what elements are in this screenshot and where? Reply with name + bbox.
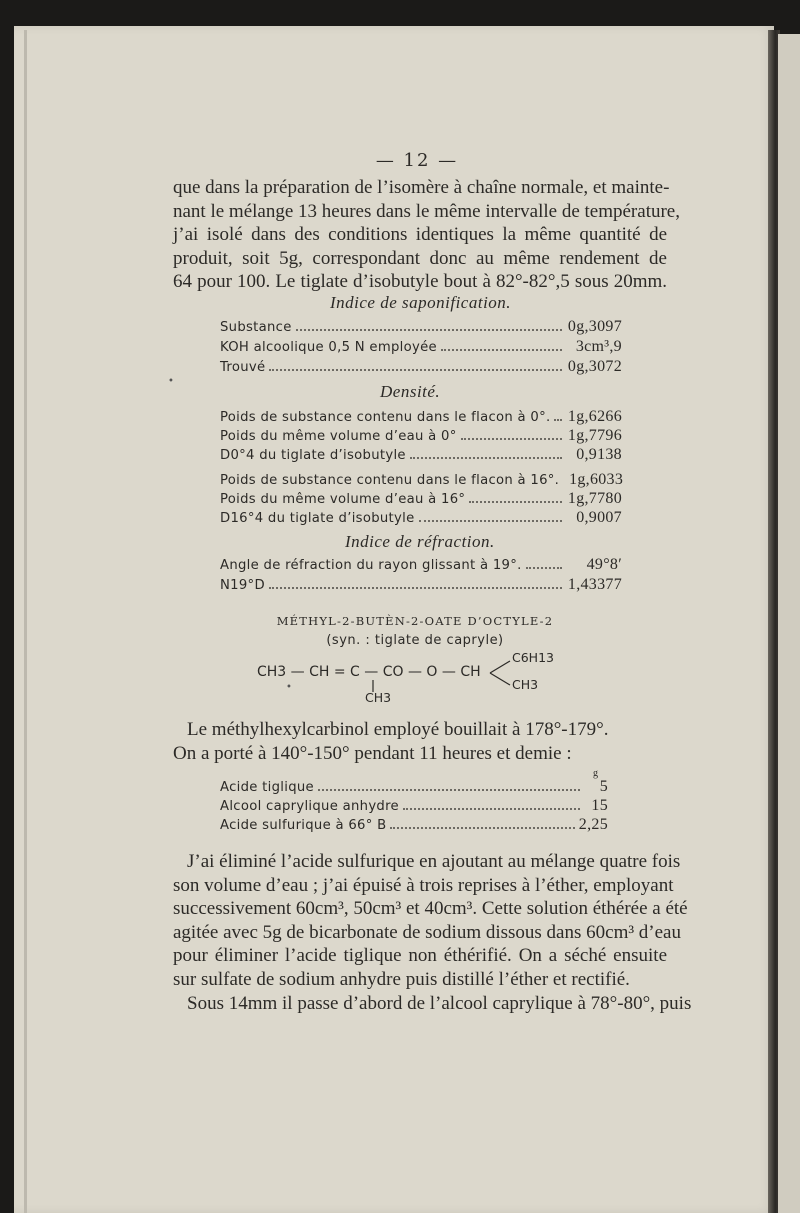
conclusion-line: son volume d’eau ; j’ai épuisé à trois reprises à l’éther, employant	[173, 874, 674, 896]
row-label: Poids de substance contenu dans le flacon à 0°.	[220, 410, 551, 425]
data-row	[220, 358, 622, 376]
formula-branch-top: C6H13	[512, 650, 554, 665]
prep-line: Le méthylhexylcarbinol employé bouillait à 178°-179°.	[187, 719, 609, 740]
page-number: — 12 —	[375, 150, 459, 171]
row-value: 3cm³,9	[575, 338, 622, 355]
data-row	[220, 338, 622, 356]
data-row	[220, 797, 608, 815]
leader-dots	[269, 360, 562, 371]
row-value: 0g,3097	[567, 318, 622, 335]
intro-line: j’ai isolé dans des conditions identiques la même quantité de	[173, 224, 667, 246]
leader-dots	[390, 818, 574, 829]
section-title-refraction: Indice de réfraction.	[345, 532, 495, 551]
row-label: Poids du même volume d’eau à 0°	[220, 429, 457, 444]
row-value: 1g,7796	[567, 427, 622, 444]
row-label: Substance	[220, 320, 292, 335]
intro-line: nant le mélange 13 heures dans le même intervalle de température,	[173, 200, 680, 222]
row-label: KOH alcoolique 0,5 N employée	[220, 340, 437, 355]
data-row	[220, 318, 622, 336]
row-label: Poids du même volume d’eau à 16°	[220, 492, 466, 507]
data-row	[220, 446, 622, 464]
stray-mark: •	[286, 682, 292, 693]
data-row	[220, 408, 622, 426]
row-label: D16°4 du tiglate d’isobutyle	[220, 511, 415, 526]
data-row	[220, 576, 622, 594]
row-label: Alcool caprylique anhydre	[220, 799, 399, 814]
leader-dots	[554, 410, 562, 421]
page-stack-edge	[24, 30, 27, 1213]
intro-line: que dans la préparation de l’isomère à chaîne normale, et mainte-	[173, 177, 670, 198]
unit-label: g	[593, 768, 598, 779]
compound-title: MÉTHYL-2-BUTÈN-2-OATE D’OCTYLE-2	[276, 614, 554, 628]
formula-sub: CH3	[365, 690, 392, 705]
facing-page-edge	[778, 34, 800, 1213]
intro-line: 64 pour 100. Le tiglate d’isobutyle bout à 82°-82°,5 sous 20mm.	[173, 271, 667, 293]
row-label: Acide sulfurique à 66° B	[220, 818, 387, 833]
formula-branch-bottom: CH3	[512, 677, 539, 692]
conclusion-line: J’ai éliminé l’acide sulfurique en ajoutant au mélange quatre fois	[187, 851, 681, 872]
intro-paragraph	[173, 176, 680, 294]
data-row	[220, 509, 622, 527]
leader-dots	[403, 799, 580, 810]
leader-dots	[269, 578, 562, 589]
data-row	[220, 490, 622, 508]
row-value: 49°8′	[586, 556, 622, 573]
row-label: Poids de substance contenu dans le flacon à 16°.	[220, 473, 560, 488]
row-value: 15	[591, 797, 608, 814]
row-label: Trouvé	[220, 360, 266, 375]
row-value: 2,25	[578, 816, 608, 833]
conclusion-line: Sous 14mm il passe d’abord de l’alcool caprylique à 78°-80°, puis	[187, 992, 692, 1014]
prep-paragraph	[173, 718, 613, 765]
formula-branch-lines	[488, 657, 512, 689]
data-row	[220, 556, 622, 574]
row-value: 0g,3072	[567, 358, 622, 375]
row-value: 1g,6033	[569, 471, 624, 488]
stray-mark: •	[168, 376, 174, 387]
data-row	[220, 778, 608, 796]
conclusion-line: successivement 60cm³, 50cm³ et 40cm³. Cette solution éthérée a été	[173, 898, 688, 920]
leader-dots	[461, 429, 562, 440]
prep-line: On a porté à 140°-150° pendant 11 heures et demie :	[173, 742, 572, 764]
row-value: 0,9138	[576, 446, 622, 463]
conclusion-line: pour éliminer l’acide tiglique non éthérifié. On a séché ensuite	[173, 945, 667, 967]
section-title-densite: Densité.	[380, 382, 441, 401]
structural-formula-main: CH3 — CH = C — CO — O — CH	[257, 664, 481, 680]
leader-dots	[296, 320, 562, 331]
data-row	[220, 427, 622, 445]
row-value: 1,43377	[567, 576, 622, 593]
row-value: 0,9007	[576, 509, 622, 526]
conclusion-line: sur sulfate de sodium anhydre puis distillé l’éther et rectifié.	[173, 968, 630, 990]
data-row	[220, 816, 608, 834]
leader-dots	[410, 448, 562, 459]
leader-dots	[469, 492, 562, 503]
row-label: D0°4 du tiglate d’isobutyle	[220, 448, 406, 463]
intro-line: produit, soit 5g, correspondant donc au même rendement de	[173, 247, 667, 269]
conclusion-line: agitée avec 5g de bicarbonate de sodium dissous dans 60cm³ d’eau	[173, 921, 681, 943]
leader-dots	[441, 340, 562, 351]
row-value: 5	[599, 778, 608, 795]
row-label: N19°D	[220, 578, 265, 593]
row-label: Acide tiglique	[220, 780, 314, 795]
conclusion-paragraph	[173, 850, 692, 1015]
compound-synonym: (syn. : tiglate de capryle)	[326, 633, 504, 648]
row-label: Angle de réfraction du rayon glissant à 19°.	[220, 558, 522, 573]
data-row	[220, 471, 622, 489]
row-value: 1g,7780	[567, 490, 622, 507]
row-value: 1g,6266	[567, 408, 622, 425]
leader-dots	[526, 558, 562, 569]
section-title-saponification: Indice de saponification.	[330, 293, 512, 312]
leader-dots	[318, 780, 580, 791]
leader-dots	[419, 511, 562, 522]
